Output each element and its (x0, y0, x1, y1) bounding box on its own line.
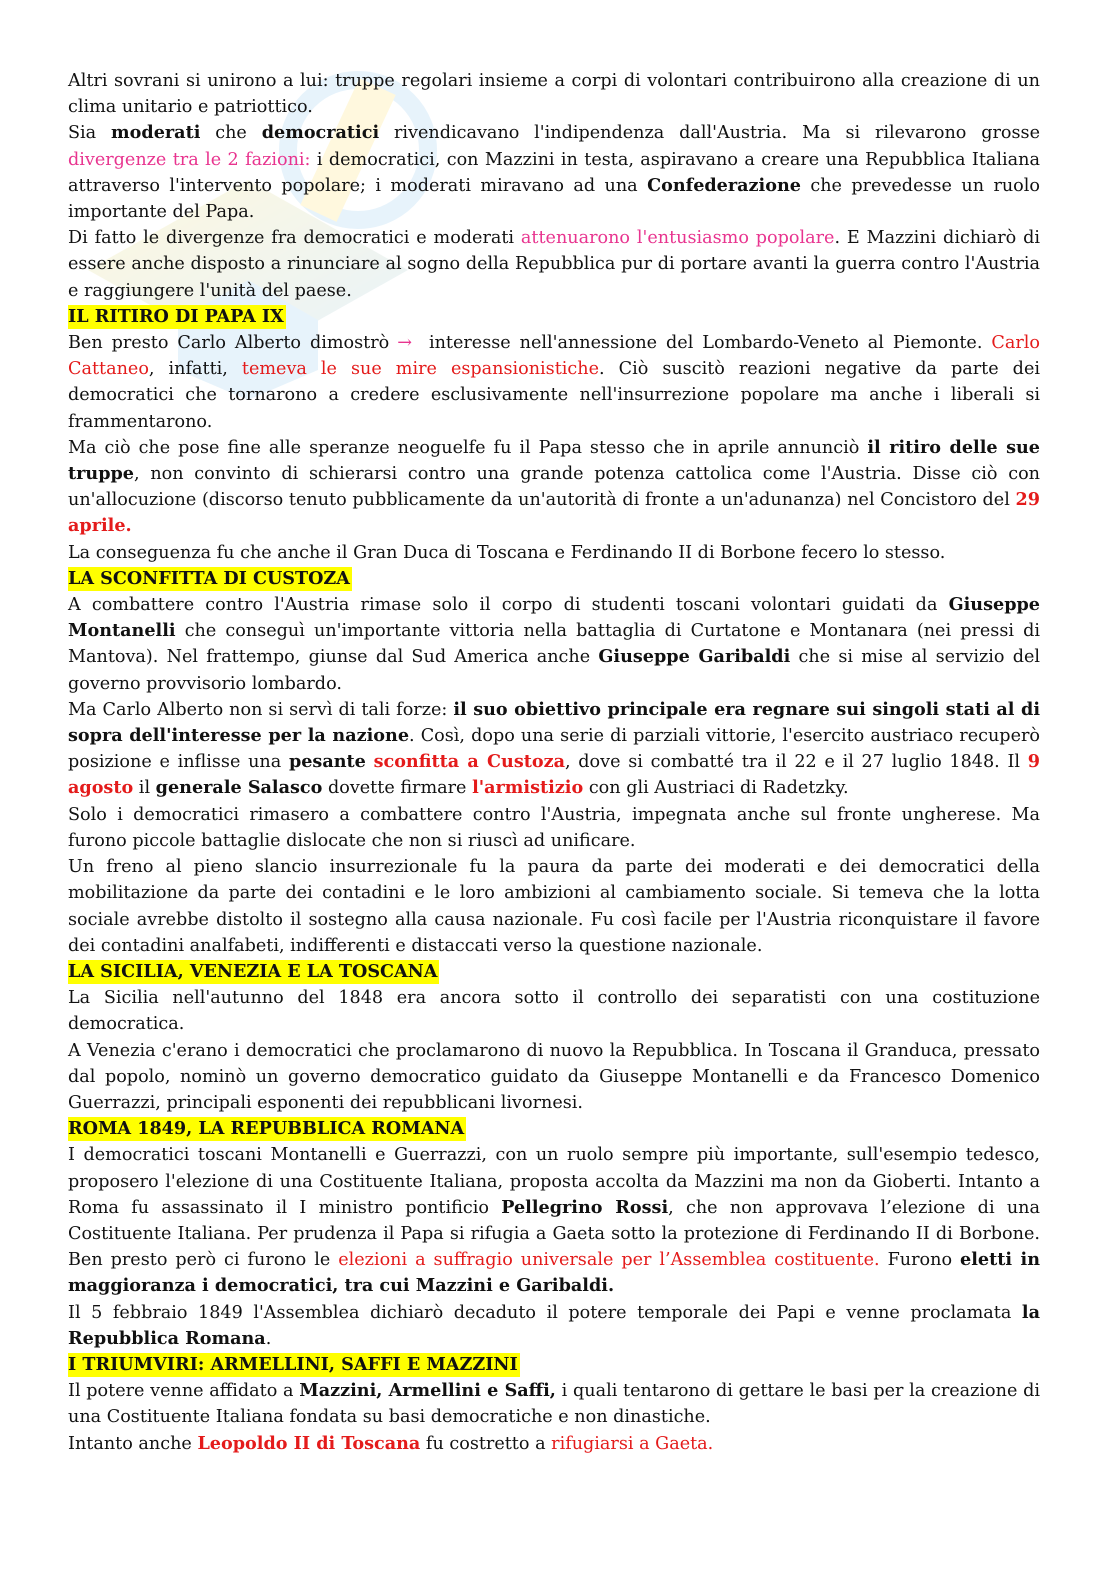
section-heading: I TRIUMVIRI: ARMELLINI, SAFFI E MAZZINI (68, 1353, 518, 1375)
section-heading: LA SCONFITTA DI CUSTOZA (68, 567, 350, 589)
arrow-right-icon: → (397, 333, 412, 354)
paragraph: Solo i democratici rimasero a combattere contro l'Austria, impegnata anche sul fronte ungherese. Ma furono piccole battaglie dislocate che non si riuscì ad unificare. (68, 804, 1040, 851)
paragraph: Ma ciò che pose fine alle speranze neoguelfe fu il Papa stesso che in aprile annunciò il ritiro delle sue truppe, non convinto di schierarsi contro una grande potenza cattolica come l'Austria. Disse ciò con un'allocuzione (discorso tenuto pubblicamente da un'autorità di fronte a un'adunanza) nel Concistoro del 29 aprile. (68, 436, 1040, 537)
section-heading: ROMA 1849, LA REPUBBLICA ROMANA (68, 1118, 465, 1140)
paragraph: La Sicilia nell'autunno del 1848 era ancora sotto il controllo dei separatisti con una costituzione democratica. (68, 988, 1040, 1035)
paragraph: A combattere contro l'Austria rimase solo il corpo di studenti toscani volontari guidati da Giuseppe Montanelli che conseguì un'importante vittoria nella battaglia di Curtatone e Montanara (nei pressi di Mantova). Nel frattempo, giunse dal Sud America anche Giuseppe Garibaldi che si mise al servizio del governo provvisorio lombardo. (68, 594, 1041, 694)
paragraph: Il potere venne affidato a Mazzini, Armellini e Saffi, i quali tentarono di gettare le basi per la creazione di una Costituente Italiana fondata su basi democratiche e non dinastiche. (68, 1380, 1040, 1428)
paragraph: I democratici toscani Montanelli e Guerrazzi, con un ruolo sempre più importante, sull'esempio tedesco, proposero l'elezione di una Costituente Italiana, proposta accolta da Mazzini ma non da Gioberti. Intanto a Roma fu assassinato il I ministro pontificio Pellegrino Rossi, che non approvava l’elezione di una Costituente Italiana. Per prudenza il Papa si rifugia a Gaeta sotto la protezione di Ferdinando II di Borbone. Ben presto però ci furono le elezioni a suffragio universale per l’Assemblea costituente. Furono eletti in maggioranza i democratici, tra cui Mazzini e Garibaldi. (68, 1145, 1040, 1297)
paragraph: Altri sovrani si unirono a lui: truppe regolari insieme a corpi di volontari contribuirono alla creazione di un clima unitario e patriottico. (68, 71, 1040, 118)
paragraph: Un freno al pieno slancio insurrezionale fu la paura da parte dei moderati e dei democratici della mobilitazione da parte dei contadini e le loro ambizioni al cambiamento sociale. Si temeva che la lotta sociale avrebbe distolto il sostegno alla causa nazionale. Fu così facile per l'Austria riconquistare il favore dei contadini analfabeti, indifferenti e distaccati verso la questione nazionale. (68, 857, 1040, 956)
paragraph: Ben presto Carlo Alberto dimostrò → interesse nell'annessione del Lombardo-Veneto al Piemonte. Carlo Cattaneo, infatti, temeva le sue mire espansionistiche. Ciò suscitò reazioni negative da parte dei democratici che tornarono a credere esclusivamente nell'insurrezione popolare ma anche i liberali si frammentarono. (68, 333, 1040, 432)
paragraph: Sia moderati che democratici rivendicavano l'indipendenza dall'Austria. Ma si rilevarono grosse divergenze tra le 2 fazioni: i democratici, con Mazzini in testa, aspiravano a creare una Repubblica Italiana attraverso l'intervento popolare; i moderati miravano ad una Confederazione che prevedesse un ruolo importante del Papa. (68, 122, 1040, 223)
paragraph: Intanto anche Leopoldo II di Toscana fu costretto a rifugiarsi a Gaeta. (68, 1432, 714, 1454)
paragraph: La conseguenza fu che anche il Gran Duca di Toscana e Ferdinando II di Borbone fecero lo stesso. (68, 542, 946, 563)
paragraph: A Venezia c'erano i democratici che proclamarono di nuovo la Repubblica. In Toscana il Granduca, pressato dal popolo, nominò un governo democratico guidato da Giuseppe Montanelli e da Francesco Domenico Guerrazzi, principali esponenti dei repubblicani livornesi. (68, 1040, 1040, 1113)
section-heading: IL RITIRO DI PAPA IX (68, 305, 284, 327)
section-heading: LA SICILIA, VENEZIA E LA TOSCANA (68, 960, 438, 982)
paragraph: Ma Carlo Alberto non si servì di tali forze: il suo obiettivo principale era regnare sui singoli stati al di sopra dell'interesse per la nazione. Così, dopo una serie di parziali vittorie, l'esercito austriaco recuperò posizione e inflisse una pesante sconfitta a Custoza, dove si combatté tra il 22 e il 27 luglio 1848. Il 9 agosto il generale Salasco dovette firmare l'armistizio con gli Austriaci di Radetzky. (68, 698, 1041, 799)
document-body (68, 68, 1040, 1457)
paragraph: Il 5 febbraio 1849 l'Assemblea dichiarò decaduto il potere temporale dei Papi e venne proclamata la Repubblica Romana. (68, 1301, 1040, 1349)
paragraph: Di fatto le divergenze fra democratici e moderati attenuarono l'entusiasmo popolare. E Mazzini dichiarò di essere anche disposto a rinunciare al sogno della Repubblica pur di portare avanti la guerra contro l'Austria e raggiungere l'unità del paese. (68, 228, 1040, 301)
